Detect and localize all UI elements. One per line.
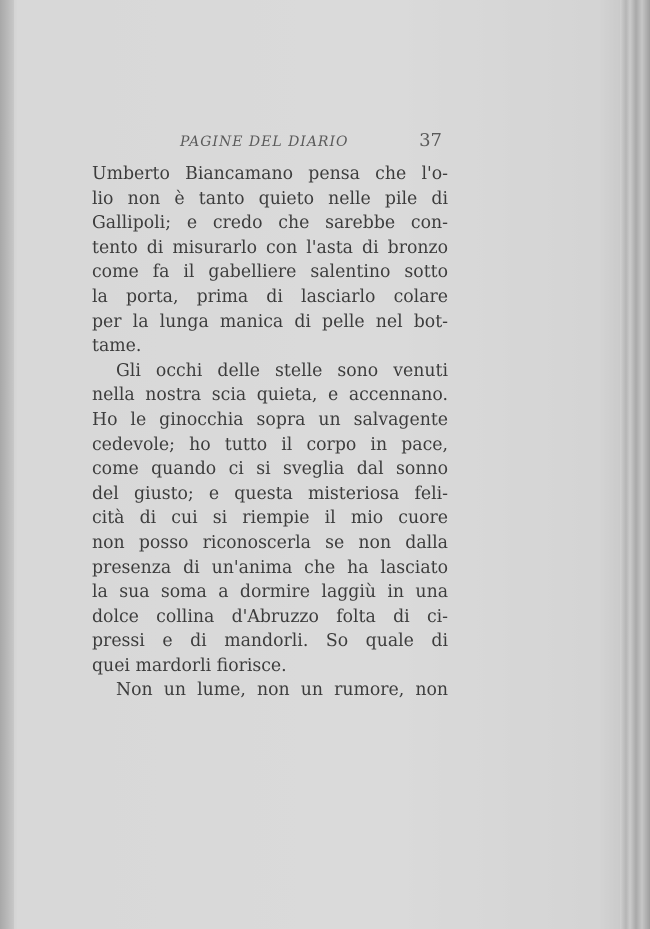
text-line: per la lunga manica di pelle nel bot-: [92, 311, 448, 332]
paragraph: [92, 359, 448, 679]
text-line: quei mardorli fiorisce.: [92, 655, 287, 676]
text-line: nella nostra scia quieta, e accennano.: [92, 385, 448, 406]
text-line: non posso riconoscerla se non dalla: [92, 532, 448, 553]
text-line: Umberto Biancamano pensa che l'o-: [92, 164, 448, 184]
paragraph: [92, 162, 448, 359]
text-line: Ho le ginocchia sopra un salvagente: [92, 409, 448, 430]
page-gutter: [0, 0, 14, 929]
page-number: 37: [419, 130, 442, 151]
text-line: cedevole; ho tutto il corpo in pace,: [92, 434, 448, 455]
running-head: [92, 130, 448, 156]
text-line: lio non è tanto quieto nelle pile di: [92, 188, 448, 209]
text-line: Non un lume, non un rumore, non: [116, 680, 448, 701]
text-line: pressi e di mandorli. So quale di: [92, 631, 448, 652]
text-line: come quando ci si sveglia dal sonno: [92, 459, 448, 480]
text-line: tame.: [92, 336, 142, 357]
text-line: la sua soma a dormire laggiù in una: [92, 582, 448, 603]
page-edges: [620, 0, 650, 929]
text-line: Gallipoli; e credo che sarebbe con-: [92, 213, 448, 234]
text-line: presenza di un'anima che ha lasciato: [92, 557, 448, 578]
text-line: dolce collina d'Abruzzo folta di ci-: [92, 606, 448, 627]
running-title: PAGINE DEL DIARIO: [180, 134, 349, 150]
text-line: come fa il gabelliere salentino sotto: [92, 262, 448, 283]
body-text: [92, 162, 448, 703]
text-line: del giusto; e questa misteriosa feli-: [92, 483, 448, 504]
paragraph: [92, 678, 448, 703]
text-line: la porta, prima di lasciarlo colare: [92, 286, 448, 307]
text-line: tento di misurarlo con l'asta di bronzo: [92, 237, 448, 258]
text-line: Gli occhi delle stelle sono venuti: [116, 360, 448, 381]
text-line: cità di cui si riempie il mio cuore: [92, 508, 448, 529]
